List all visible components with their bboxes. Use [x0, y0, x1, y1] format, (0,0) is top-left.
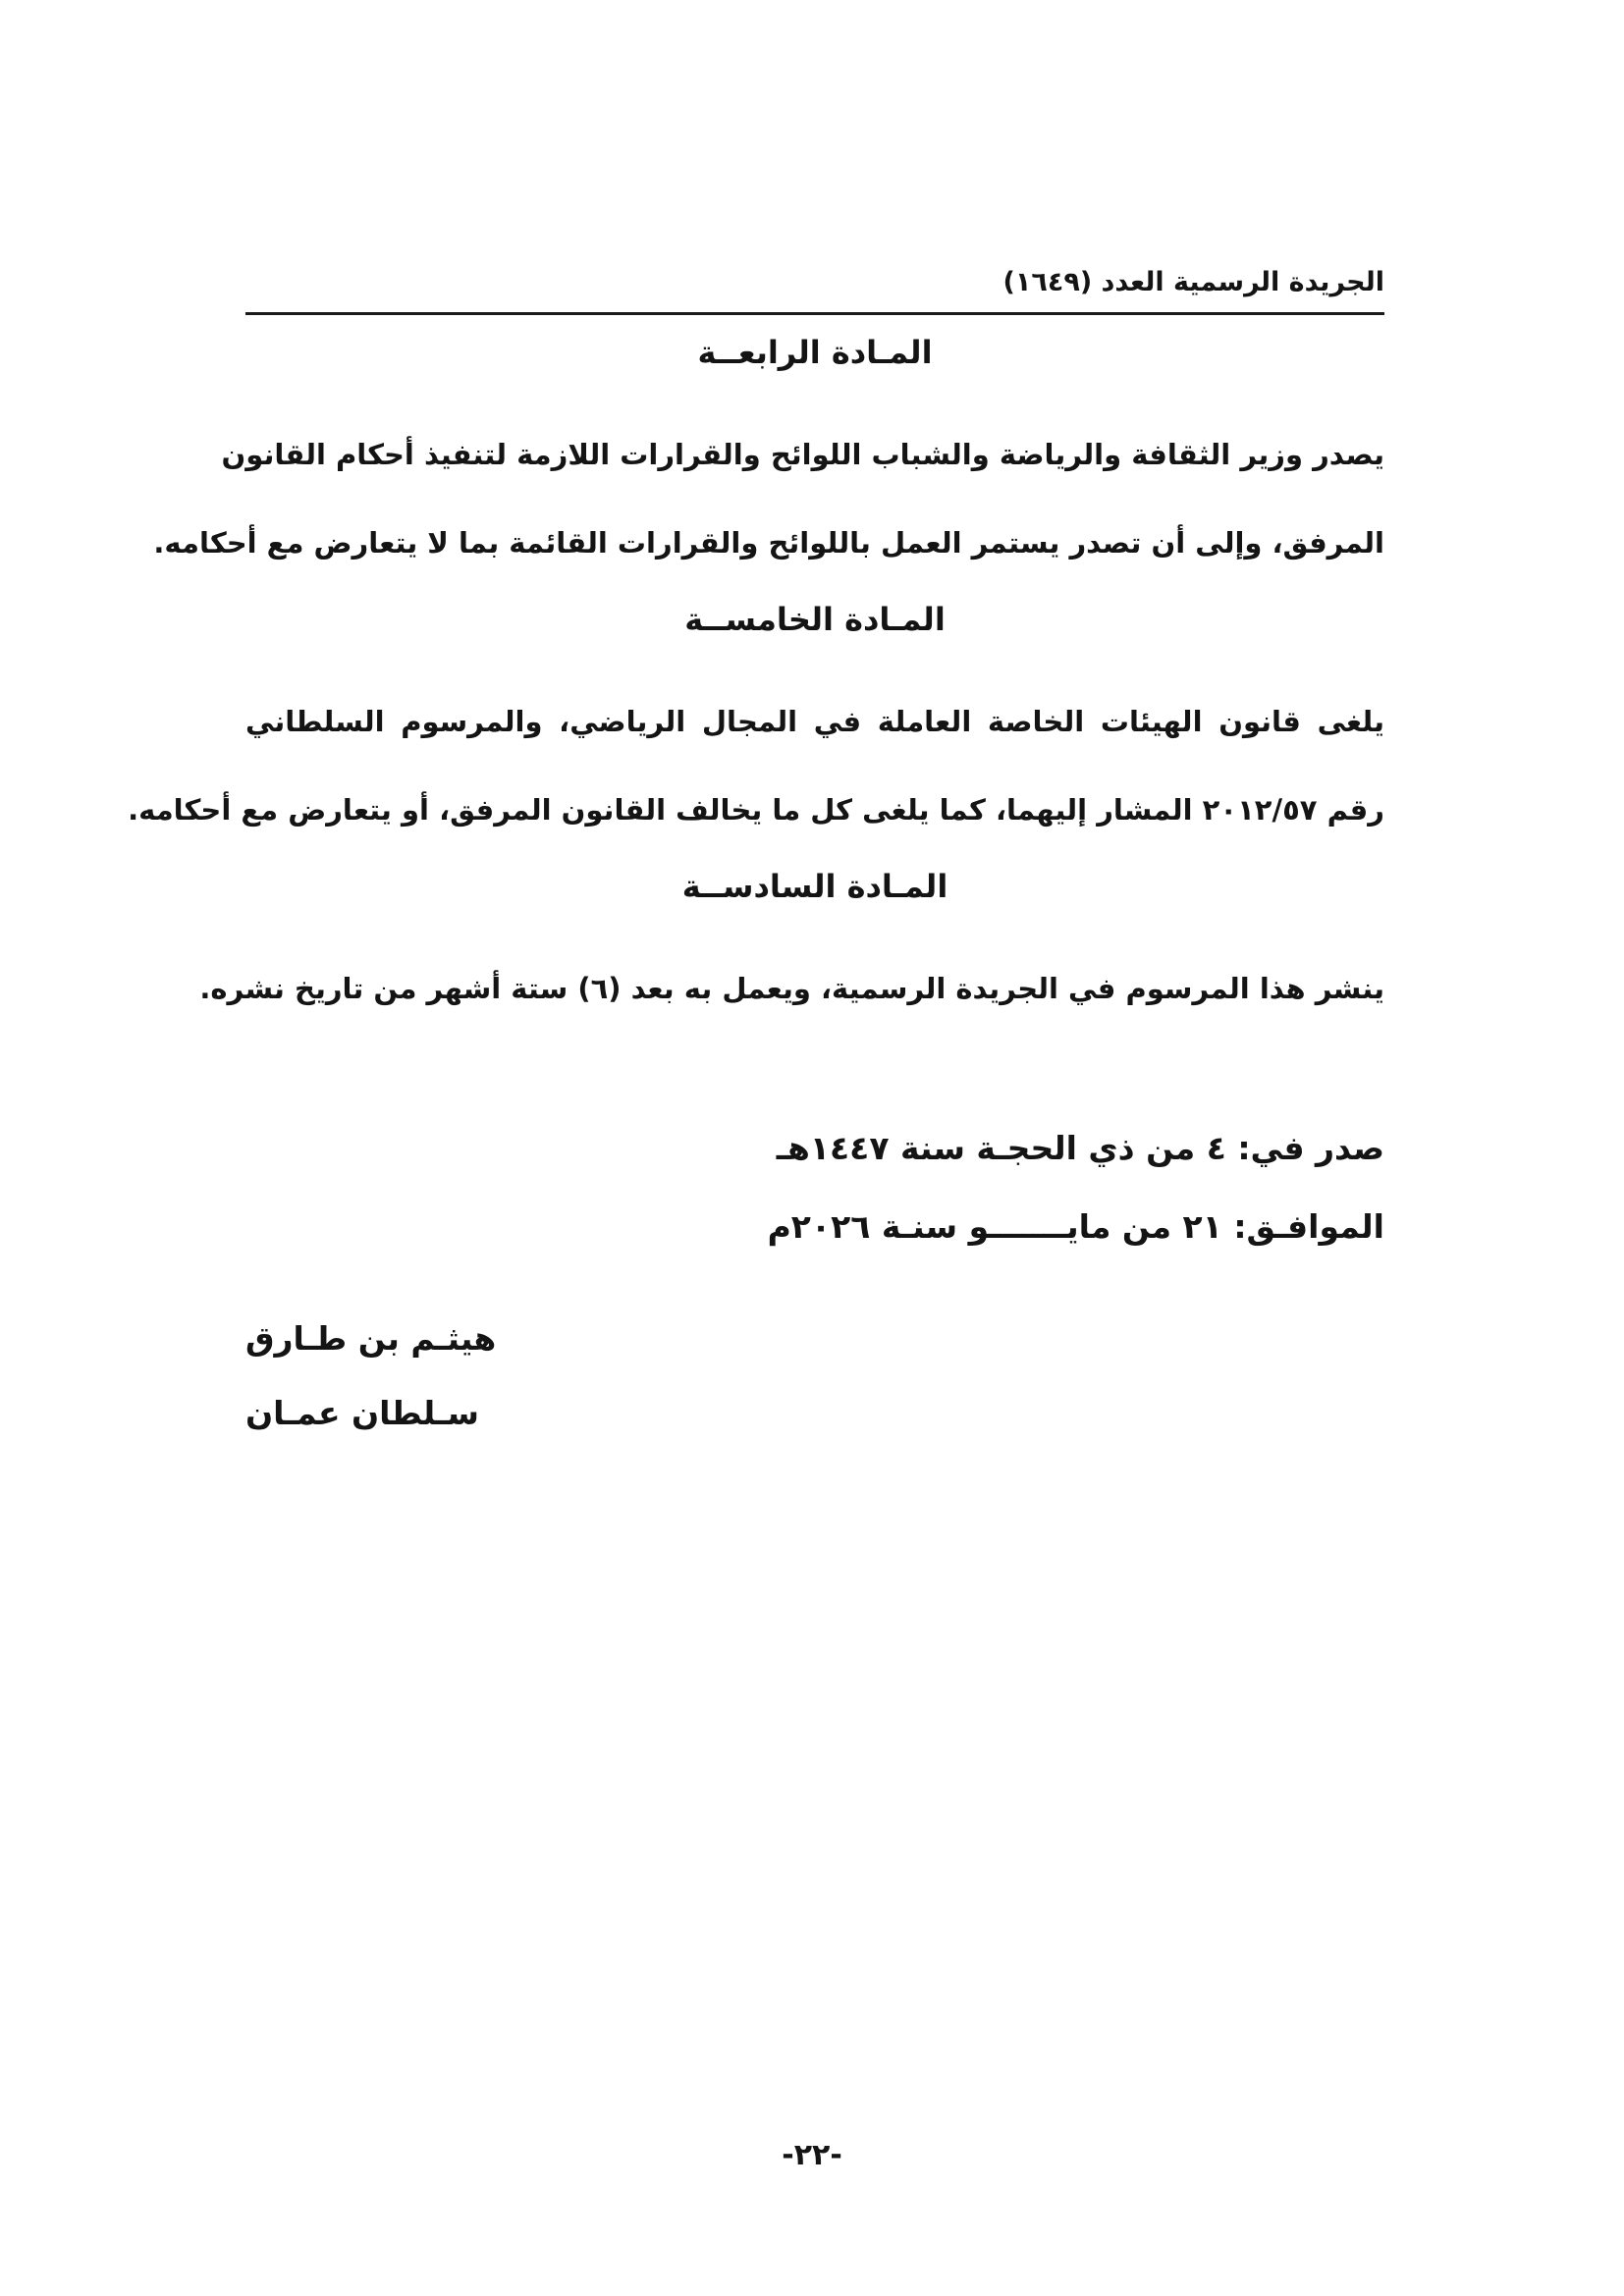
- article-4-title: المـادة الرابعــة: [697, 334, 933, 371]
- page-header: [245, 257, 1384, 316]
- issued-hijri-date: صدر في: ٤ من ذي الحجـة سنة ١٤٤٧هـ: [776, 1129, 1384, 1167]
- signatory-name: هيثـم بن طـارق: [245, 1319, 497, 1358]
- article-6-title: المـادة السادســة: [681, 868, 948, 905]
- article-4-text: [153, 410, 1384, 587]
- issued-gregorian-date: الموافـق: ٢١ من مايـــــــو سنـة ٢٠٢٦م: [767, 1207, 1384, 1246]
- article-5-title: المـادة الخامســة: [684, 601, 946, 638]
- article-5-line-2: رقم ٢٠١٢/٥٧ المشار إليهما، كما يلغى كل ما يخالف القانون المرفق، أو يتعارض مع أحكامه.: [128, 793, 1384, 827]
- article-5-text: [128, 677, 1384, 854]
- article-4-line-1: يصدر وزير الثقافة والرياضة والشباب اللوائح والقرارات اللازمة لتنفيذ أحكام القانون: [221, 438, 1384, 471]
- article-5-line-1: يلغى قانون الهيئات الخاصة العاملة في المجال الرياضي، والمرسوم السلطاني: [245, 705, 1384, 738]
- signatory-title: سـلطان عمـان: [245, 1394, 479, 1432]
- article-6-line-1: ينشر هذا المرسوم في الجريدة الرسمية، ويعمل به بعد (٦) ستة أشهر من تاريخ نشره.: [199, 972, 1384, 1005]
- page-number: -٢٢-: [782, 2138, 842, 2172]
- article-6-text: [199, 944, 1384, 1033]
- header-divider: [245, 312, 1384, 315]
- article-4-line-2: المرفق، وإلى أن تصدر يستمر العمل باللوائح والقرارات القائمة بما لا يتعارض مع أحكامه.: [153, 526, 1384, 560]
- gazette-issue-title: الجريدة الرسمية العدد (١٦٤٩): [1002, 267, 1384, 297]
